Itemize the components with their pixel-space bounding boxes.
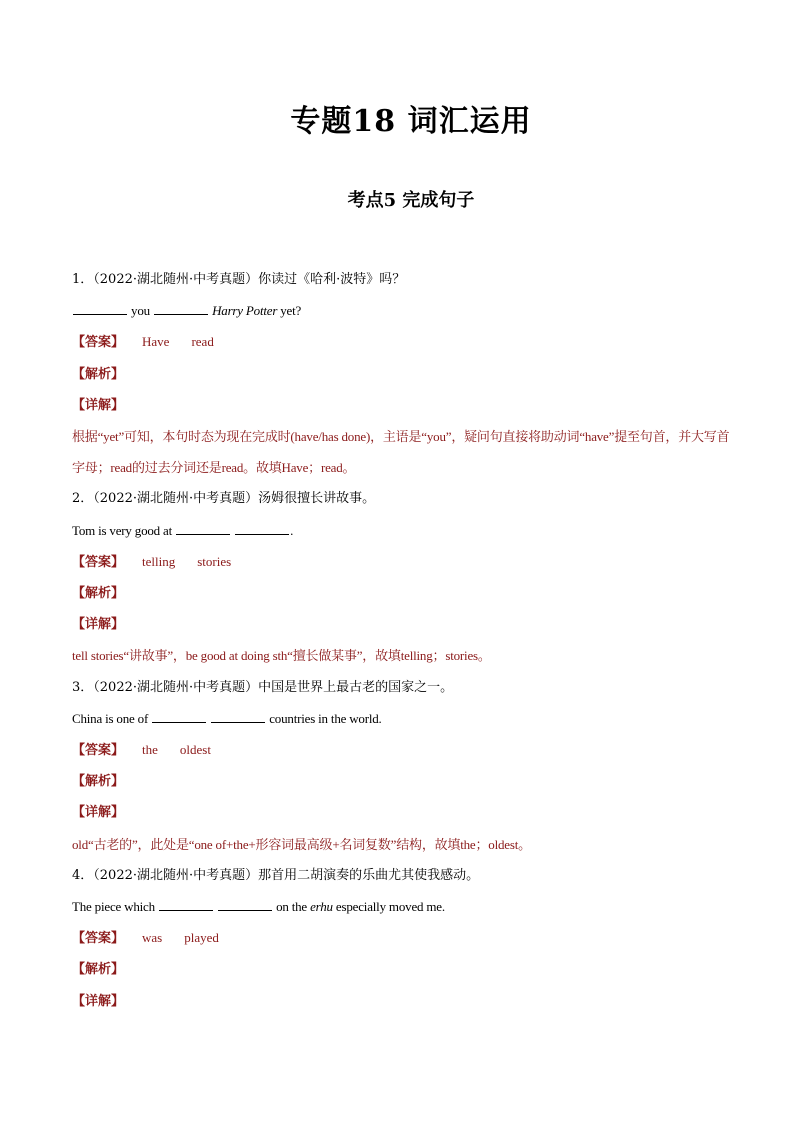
answer-row (72, 734, 732, 766)
question-heading: 2．（2022·湖北随州·中考真题）汤姆很擅长讲故事。 (72, 491, 376, 507)
answer-row (72, 546, 732, 578)
answer-blank[interactable] (154, 304, 208, 315)
answer-blank[interactable] (73, 304, 127, 315)
answer-value: read (191, 334, 214, 350)
answer-row (72, 922, 732, 954)
question-sentence: The piece which on the erhu especially moved me. (72, 899, 445, 915)
answer-value: Have (142, 334, 170, 350)
question-1 (72, 264, 732, 483)
detail-label: 【详解】 (72, 617, 125, 633)
answer-blank[interactable] (176, 524, 230, 535)
detail-text: 根据“yet”可知，本句时态为现在完成时(have/has done)，主语是“you”，疑问句直接将助动词“have”提至句首，并大写首字母；read的过去分词还是read。故填Have；read。 (72, 429, 730, 476)
answer-value: played (184, 930, 219, 946)
answer-value: oldest (179, 742, 211, 758)
answer-value: telling (142, 553, 176, 569)
answer-blank[interactable] (152, 712, 206, 723)
italic-title: Harry Potter (212, 303, 278, 319)
detail-label: 【详解】 (72, 805, 125, 821)
answer-row (72, 326, 732, 358)
section-subtitle: 考点5 完成句子 (347, 190, 475, 211)
question-heading: 1．（2022·湖北随州·中考真题）你读过《哈利·波特》吗？ (72, 272, 406, 287)
question-heading: 3．（2022·湖北随州·中考真题）中国是世界上最古老的国家之一。 (72, 679, 454, 695)
answer-blank[interactable] (159, 900, 213, 911)
answer-value: was (142, 930, 163, 946)
question-4 (72, 860, 732, 1017)
question-heading: 4．（2022·湖北随州·中考真题）那首用二胡演奏的乐曲尤其使我感动。 (72, 867, 480, 883)
answer-blank[interactable] (235, 524, 289, 535)
analysis-label: 【解析】 (72, 366, 125, 382)
answer-value: stories (197, 553, 232, 569)
detail-label: 【详解】 (72, 397, 125, 413)
question-sentence: China is one of countries in the world. (72, 710, 382, 726)
answer-blank[interactable] (218, 900, 272, 911)
analysis-label: 【解析】 (72, 774, 125, 790)
question-2 (72, 483, 732, 671)
answer-blank[interactable] (211, 712, 265, 723)
italic-word: erhu (310, 899, 333, 915)
answer-label: 【答案】 (72, 335, 125, 351)
question-sentence: Tom is very good at . (72, 522, 294, 538)
analysis-label: 【解析】 (72, 586, 125, 602)
page-title: 专题18 词汇运用 (290, 104, 532, 139)
detail-label: 【详解】 (72, 993, 125, 1009)
question-sentence: you Harry Potter yet? (72, 295, 732, 326)
answer-label: 【答案】 (72, 554, 125, 570)
question-list (72, 264, 732, 1017)
answer-label: 【答案】 (72, 931, 125, 947)
analysis-label: 【解析】 (72, 962, 125, 978)
answer-label: 【答案】 (72, 743, 125, 759)
answer-value: the (142, 742, 158, 758)
detail-text: tell stories“讲故事”，be good at doing sth“擅长做某事”，故填telling；stories。 (72, 648, 491, 664)
question-3 (72, 672, 732, 860)
detail-text: old“古老的”，此处是“one of+the+形容词最高级+名词复数”结构，故填the；oldest。 (72, 836, 531, 852)
